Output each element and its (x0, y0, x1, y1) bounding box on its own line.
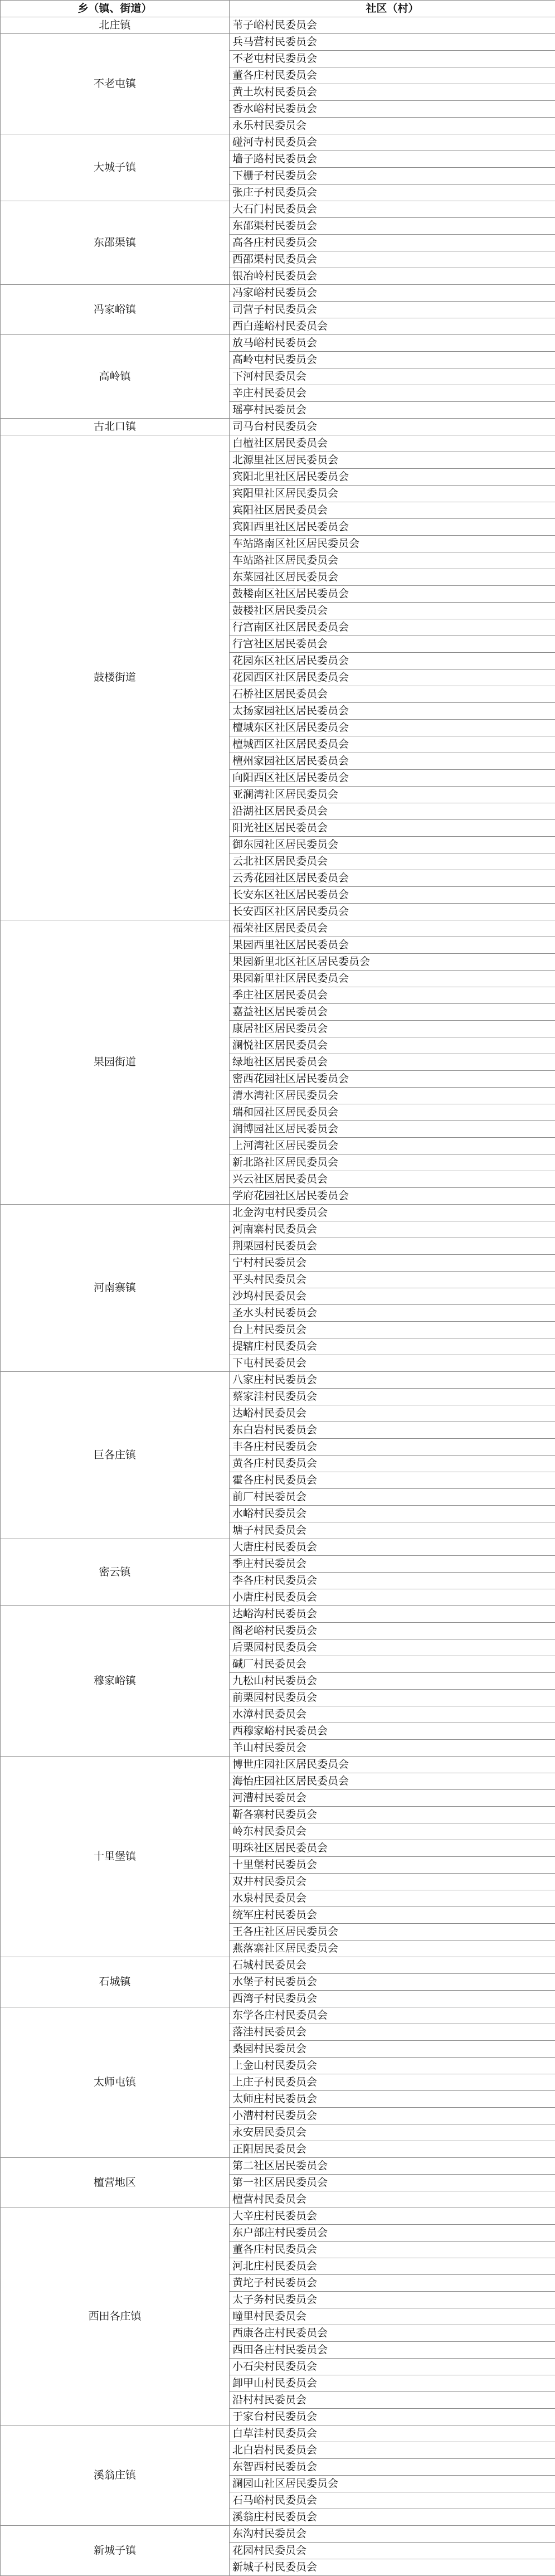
village-cell: 燕落寨社区居民委员会 (230, 1941, 555, 1957)
village-cell: 上河湾社区居民委员会 (230, 1138, 555, 1154)
village-cell: 檀城西区社区居民委员会 (230, 736, 555, 753)
town-cell: 不老屯镇 (1, 34, 230, 134)
village-cell: 宾阳社区居民委员会 (230, 502, 555, 519)
village-cell: 宾阳里社区居民委员会 (230, 486, 555, 502)
village-cell: 云秀花园社区居民委员会 (230, 870, 555, 887)
village-cell: 大唐庄村民委员会 (230, 1539, 555, 1556)
table-row (1, 1372, 555, 1389)
table-row (1, 2526, 555, 2543)
village-cell: 上金山村民委员会 (230, 2058, 555, 2074)
village-cell: 宾阳北里社区居民委员会 (230, 469, 555, 486)
village-cell: 沿村村民委员会 (230, 2392, 555, 2409)
village-cell: 清水湾社区居民委员会 (230, 1088, 555, 1104)
village-cell: 荆栗园村民委员会 (230, 1238, 555, 1255)
village-cell: 八家庄村民委员会 (230, 1372, 555, 1389)
village-cell: 北金沟屯村民委员会 (230, 1205, 555, 1221)
town-cell: 太师屯镇 (1, 2007, 230, 2158)
village-cell: 东智西村民委员会 (230, 2459, 555, 2476)
town-cell: 北庄镇 (1, 17, 230, 34)
village-cell: 下屯村民委员会 (230, 1355, 555, 1372)
village-cell: 黄坨子村民委员会 (230, 2275, 555, 2292)
village-cell: 高各庄村民委员会 (230, 235, 555, 251)
village-cell: 东学各庄村民委员会 (230, 2007, 555, 2024)
table-row (1, 2158, 555, 2175)
village-cell: 嘉益社区居民委员会 (230, 1004, 555, 1021)
village-cell: 亚澜湾社区居民委员会 (230, 787, 555, 803)
village-cell: 新北路社区居民委员会 (230, 1154, 555, 1171)
table-row (1, 1957, 555, 1974)
table-body (1, 17, 555, 2576)
village-cell: 向阳西区社区居民委员会 (230, 770, 555, 787)
village-cell: 落洼村民委员会 (230, 2024, 555, 2041)
village-cell: 提辖庄村民委员会 (230, 1338, 555, 1355)
village-cell: 丰各庄村民委员会 (230, 1439, 555, 1456)
table-row (1, 285, 555, 302)
village-cell: 花园西区社区居民委员会 (230, 670, 555, 686)
village-cell: 下河村民委员会 (230, 368, 555, 385)
village-cell: 卸甲山村民委员会 (230, 2375, 555, 2392)
village-cell: 石马峪村民委员会 (230, 2492, 555, 2509)
village-cell: 福荣社区居民委员会 (230, 920, 555, 937)
village-cell: 正阳居民委员会 (230, 2141, 555, 2158)
village-cell: 季庄村民委员会 (230, 1556, 555, 1573)
village-cell: 行宫南区社区居民委员会 (230, 619, 555, 636)
village-cell: 东邵渠村民委员会 (230, 218, 555, 235)
village-cell: 蔡家洼村民委员会 (230, 1389, 555, 1405)
village-cell: 瑞和园社区居民委员会 (230, 1104, 555, 1121)
village-cell: 新城子村民委员会 (230, 2559, 555, 2576)
village-cell: 西白莲峪村民委员会 (230, 318, 555, 335)
village-cell: 润博园社区居民委员会 (230, 1121, 555, 1138)
village-cell: 花园村民委员会 (230, 2543, 555, 2559)
village-cell: 香水峪村民委员会 (230, 101, 555, 118)
village-cell: 董各庄村民委员会 (230, 2242, 555, 2258)
village-cell: 水漳村民委员会 (230, 1706, 555, 1723)
village-cell: 北源里社区居民委员会 (230, 452, 555, 469)
village-cell: 石桥社区居民委员会 (230, 686, 555, 703)
town-cell: 冯家峪镇 (1, 285, 230, 335)
village-cell: 沙坞村民委员会 (230, 1288, 555, 1305)
village-cell: 岭东村民委员会 (230, 1823, 555, 1840)
village-cell: 圣水头村民委员会 (230, 1305, 555, 1322)
town-cell: 溪翁庄镇 (1, 2425, 230, 2526)
village-cell: 前栗园村民委员会 (230, 1690, 555, 1706)
village-cell: 下栅子村民委员会 (230, 168, 555, 185)
village-cell: 东菜园社区居民委员会 (230, 569, 555, 586)
town-cell: 檀营地区 (1, 2158, 230, 2208)
table-row (1, 34, 555, 51)
town-cell: 河南寨镇 (1, 1205, 230, 1372)
village-cell: 瑶亭村民委员会 (230, 402, 555, 419)
village-cell: 檀城东区社区居民委员会 (230, 720, 555, 736)
village-cell: 车站路社区居民委员会 (230, 552, 555, 569)
village-cell: 西康各庄村民委员会 (230, 2325, 555, 2342)
village-cell: 疃里村民委员会 (230, 2308, 555, 2325)
village-cell: 小石尖村民委员会 (230, 2359, 555, 2375)
header-town: 乡（镇、街道） (1, 1, 230, 17)
table-row (1, 201, 555, 218)
town-cell: 穆家峪镇 (1, 1606, 230, 1757)
village-cell: 海怡庄园社区居民委员会 (230, 1773, 555, 1790)
village-cell: 檀营村民委员会 (230, 2191, 555, 2208)
village-cell: 阳光社区居民委员会 (230, 820, 555, 837)
village-cell: 碱厂村民委员会 (230, 1656, 555, 1673)
village-cell: 王各庄社区居民委员会 (230, 1924, 555, 1941)
table-row (1, 17, 555, 34)
village-cell: 季庄社区居民委员会 (230, 987, 555, 1004)
village-cell: 西穆家峪村民委员会 (230, 1723, 555, 1740)
village-cell: 第二社区居民委员会 (230, 2158, 555, 2175)
village-cell: 博世庄园社区居民委员会 (230, 1757, 555, 1773)
village-cell: 西湾子村民委员会 (230, 1991, 555, 2007)
village-cell: 沿湖社区居民委员会 (230, 803, 555, 820)
village-cell: 司营子村民委员会 (230, 302, 555, 318)
village-cell: 董各庄村民委员会 (230, 67, 555, 84)
village-cell: 太子务村民委员会 (230, 2292, 555, 2308)
village-cell: 碰河寺村民委员会 (230, 134, 555, 151)
town-cell: 果园街道 (1, 920, 230, 1205)
village-cell: 靳各寨村民委员会 (230, 1807, 555, 1823)
table-row (1, 335, 555, 352)
town-cell: 十里堡镇 (1, 1757, 230, 1957)
village-cell: 行宫社区居民委员会 (230, 636, 555, 653)
village-cell: 台上村民委员会 (230, 1322, 555, 1338)
town-cell: 大城子镇 (1, 134, 230, 201)
table-row (1, 1757, 555, 1773)
village-cell: 桑园村民委员会 (230, 2041, 555, 2058)
village-cell: 羊山村民委员会 (230, 1740, 555, 1757)
village-cell: 西邵渠村民委员会 (230, 251, 555, 268)
table-row (1, 134, 555, 151)
village-cell: 塘子村民委员会 (230, 1522, 555, 1539)
village-cell: 双井村民委员会 (230, 1874, 555, 1890)
table-row (1, 435, 555, 452)
village-cell: 澜园山社区居民委员会 (230, 2476, 555, 2492)
table-row (1, 1205, 555, 1221)
village-cell: 云北社区居民委员会 (230, 853, 555, 870)
village-cell: 达峪沟村民委员会 (230, 1606, 555, 1623)
village-cell: 太师庄村民委员会 (230, 2091, 555, 2108)
village-cell: 果园新里社区居民委员会 (230, 971, 555, 987)
village-cell: 密西花园社区居民委员会 (230, 1071, 555, 1088)
village-cell: 澜悦社区居民委员会 (230, 1037, 555, 1054)
table-row (1, 1539, 555, 1556)
town-cell: 密云镇 (1, 1539, 230, 1606)
village-cell: 兴云社区居民委员会 (230, 1171, 555, 1188)
village-cell: 黄各庄村民委员会 (230, 1456, 555, 1472)
village-cell: 平头村民委员会 (230, 1272, 555, 1288)
village-cell: 不老屯村民委员会 (230, 51, 555, 67)
village-cell: 水堡子村民委员会 (230, 1974, 555, 1991)
village-cell: 银冶岭村民委员会 (230, 268, 555, 285)
village-cell: 前厂村民委员会 (230, 1489, 555, 1506)
village-cell: 上庄子村民委员会 (230, 2074, 555, 2091)
village-cell: 永安居民委员会 (230, 2124, 555, 2141)
village-cell: 李各庄村民委员会 (230, 1573, 555, 1589)
village-cell: 车站路南区社区居民委员会 (230, 536, 555, 552)
village-cell: 东户部庄村民委员会 (230, 2225, 555, 2242)
village-cell: 苇子峪村民委员会 (230, 17, 555, 34)
village-cell: 放马峪村民委员会 (230, 335, 555, 352)
town-cell: 巨各庄镇 (1, 1372, 230, 1539)
village-cell: 水泉村民委员会 (230, 1890, 555, 1907)
village-cell: 高岭屯村民委员会 (230, 352, 555, 368)
village-cell: 达峪村民委员会 (230, 1405, 555, 1422)
village-cell: 御东园社区居民委员会 (230, 837, 555, 853)
village-cell: 白草洼村民委员会 (230, 2425, 555, 2442)
village-cell: 永乐村民委员会 (230, 118, 555, 134)
village-cell: 河北庄村民委员会 (230, 2258, 555, 2275)
village-cell: 于家台村民委员会 (230, 2409, 555, 2425)
village-cell: 张庄子村民委员会 (230, 185, 555, 201)
village-cell: 后栗园村民委员会 (230, 1639, 555, 1656)
header-village: 社区（村） (230, 1, 555, 17)
village-cell: 冯家峪村民委员会 (230, 285, 555, 302)
village-cell: 河南寨村民委员会 (230, 1221, 555, 1238)
village-cell: 大辛庄村民委员会 (230, 2208, 555, 2225)
village-cell: 九松山村民委员会 (230, 1673, 555, 1690)
village-cell: 白檀社区居民委员会 (230, 435, 555, 452)
village-cell: 长安东区社区居民委员会 (230, 887, 555, 904)
village-cell: 小唐庄村民委员会 (230, 1589, 555, 1606)
village-cell: 墙子路村民委员会 (230, 151, 555, 168)
village-cell: 檀州家园社区居民委员会 (230, 753, 555, 770)
town-cell: 东邵渠镇 (1, 201, 230, 285)
town-cell: 西田各庄镇 (1, 2208, 230, 2425)
village-cell: 西田各庄村民委员会 (230, 2342, 555, 2359)
village-cell: 东白岩村民委员会 (230, 1422, 555, 1439)
village-cell: 花园东区社区居民委员会 (230, 653, 555, 670)
table-row (1, 419, 555, 435)
village-cell: 溪翁庄村民委员会 (230, 2509, 555, 2526)
village-cell: 十里堡村民委员会 (230, 1857, 555, 1874)
village-cell: 学府花园社区居民委员会 (230, 1188, 555, 1205)
village-cell: 河漕村民委员会 (230, 1790, 555, 1807)
town-cell: 石城镇 (1, 1957, 230, 2007)
town-cell: 高岭镇 (1, 335, 230, 419)
village-cell: 宁村村民委员会 (230, 1255, 555, 1272)
table-row (1, 2208, 555, 2225)
village-cell: 石城村民委员会 (230, 1957, 555, 1974)
village-cell: 宾阳西里社区居民委员会 (230, 519, 555, 536)
village-cell: 水峪村民委员会 (230, 1506, 555, 1522)
village-cell: 黄土坎村民委员会 (230, 84, 555, 101)
village-cell: 兵马营村民委员会 (230, 34, 555, 51)
village-cell: 绿地社区居民委员会 (230, 1054, 555, 1071)
village-cell: 康居社区居民委员会 (230, 1021, 555, 1037)
village-cell: 第一社区居民委员会 (230, 2175, 555, 2191)
village-cell: 鼓楼社区居民委员会 (230, 603, 555, 619)
table-row (1, 2007, 555, 2024)
village-cell: 辛庄村民委员会 (230, 385, 555, 402)
village-cell: 东沟村民委员会 (230, 2526, 555, 2543)
town-cell: 新城子镇 (1, 2526, 230, 2576)
table-row (1, 1606, 555, 1623)
village-cell: 鼓楼南区社区居民委员会 (230, 586, 555, 603)
village-cell: 果园新里北区社区居民委员会 (230, 954, 555, 971)
village-cell: 太扬家园社区居民委员会 (230, 703, 555, 720)
village-cell: 大石门村民委员会 (230, 201, 555, 218)
village-cell: 北白岩村民委员会 (230, 2442, 555, 2459)
village-cell: 司马台村民委员会 (230, 419, 555, 435)
table-row (1, 2425, 555, 2442)
header-row (1, 1, 555, 17)
town-cell: 古北口镇 (1, 419, 230, 435)
village-cell: 小漕村村民委员会 (230, 2108, 555, 2124)
village-cell: 阁老峪村民委员会 (230, 1623, 555, 1639)
village-cell: 果园西里社区居民委员会 (230, 937, 555, 954)
village-cell: 统军庄村民委员会 (230, 1907, 555, 1924)
village-cell: 霍各庄村民委员会 (230, 1472, 555, 1489)
village-cell: 明珠社区居民委员会 (230, 1840, 555, 1857)
table-row (1, 920, 555, 937)
village-cell: 长安西区社区居民委员会 (230, 904, 555, 920)
town-cell: 鼓楼街道 (1, 435, 230, 920)
